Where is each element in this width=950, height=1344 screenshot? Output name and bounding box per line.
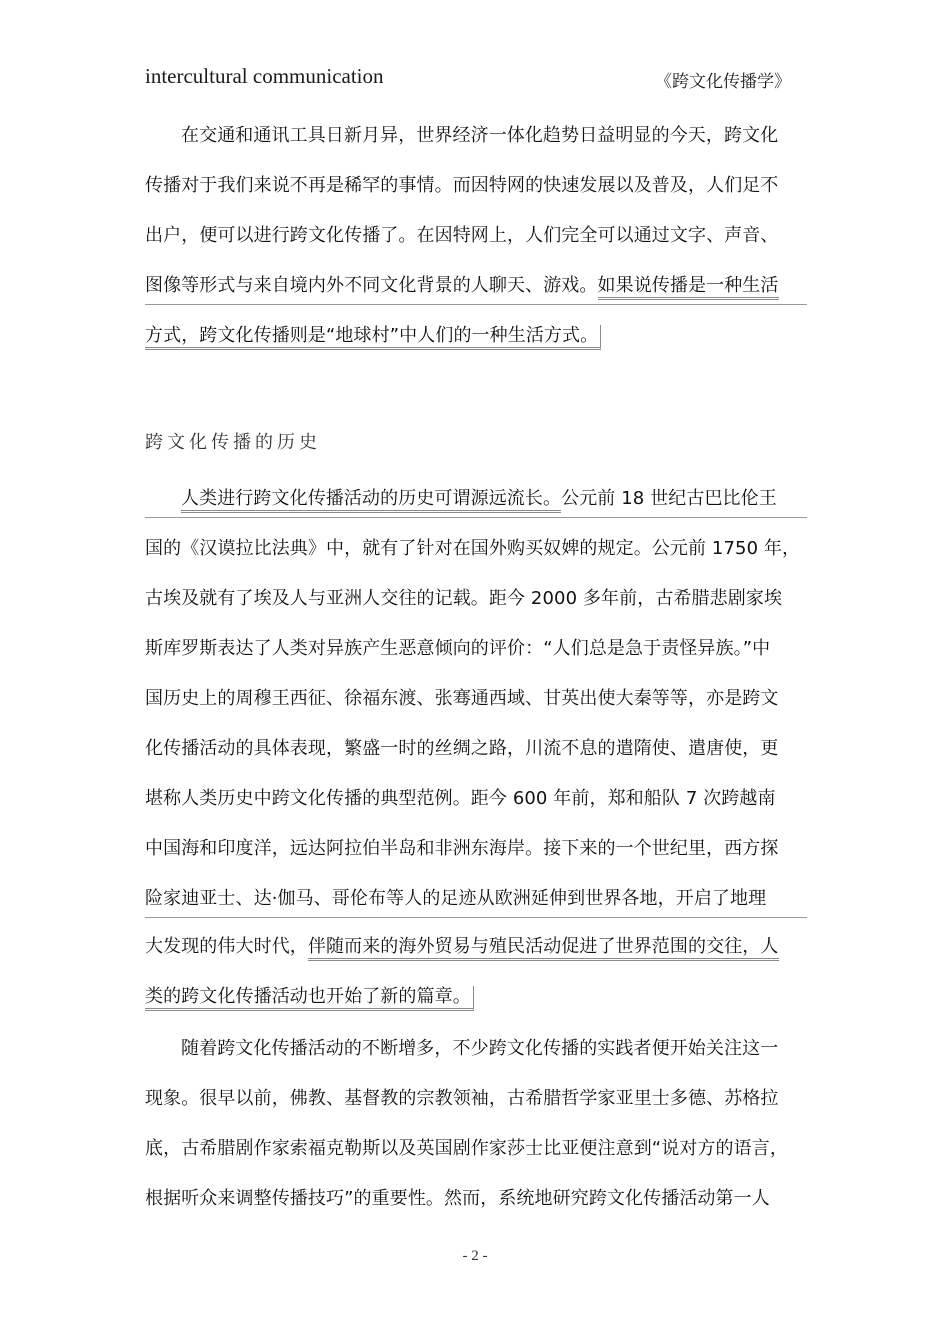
- paragraph-3-line-4: 根据听众来调整传播技巧”的重要性。然而，系统地研究跨文化传播活动第一人: [145, 1188, 770, 1209]
- paragraph-3-line-3: 底，古希腊剧作家索福克勒斯以及英国剧作家莎士比亚便注意到“说对方的语言，: [145, 1138, 788, 1159]
- paragraph-2-line-10: [145, 935, 779, 959]
- paragraph-2-highlight-2: 伴随而来的海外贸易与殖民活动促进了世界范围的交往，人: [308, 936, 779, 961]
- paragraph-2-line-11: [145, 985, 474, 1009]
- paragraph-2-line-1: [181, 487, 777, 511]
- paragraph-2-line-8: 中国海和印度洋，远达阿拉伯半岛和非洲东海岸。接下来的一个世纪里，西方探: [145, 838, 779, 859]
- paragraph-1-line-5: [145, 324, 601, 348]
- paragraph-2-line-1-text: 公元前 18 世纪古巴比伦王: [561, 488, 777, 509]
- paragraph-3-line-1: 随着跨文化传播活动的不断增多，不少跨文化传播的实践者便开始关注这一: [181, 1038, 779, 1059]
- paragraph-2-rule-2: [145, 917, 807, 918]
- paragraph-2-highlight-end: 类的跨文化传播活动也开始了新的篇章。: [145, 986, 474, 1011]
- paragraph-1-line-4: [145, 274, 779, 298]
- header-book-title: 《跨文化传播学》: [655, 72, 791, 92]
- paragraph-2-line-4: 斯库罗斯表达了人类对异族产生恶意倾向的评价：“人们总是急于责怪异族。”中: [145, 638, 771, 659]
- paragraph-2-line-9: 险家迪亚士、达·伽马、哥伦布等人的足迹从欧洲延伸到世界各地，开启了地理: [145, 888, 767, 909]
- paragraph-2-line-5: 国历史上的周穆王西征、徐福东渡、张骞通西域、甘英出使大秦等等，亦是跨文: [145, 688, 779, 709]
- paragraph-1-line-1: 在交通和通讯工具日新月异，世界经济一体化趋势日益明显的今天，跨文化: [181, 125, 779, 146]
- header-english-title: intercultural communication: [145, 64, 384, 88]
- paragraph-2-rule-1: [145, 517, 807, 518]
- paragraph-2-line-6: 化传播活动的具体表现，繁盛一时的丝绸之路，川流不息的遣隋使、遣唐使，更: [145, 738, 779, 759]
- paragraph-1-line-2: 传播对于我们来说不再是稀罕的事情。而因特网的快速发展以及普及，人们足不: [145, 175, 779, 196]
- paragraph-1-highlight-end: 方式，跨文化传播则是“地球村”中人们的一种生活方式。: [145, 325, 601, 350]
- page-number: - 2 -: [462, 1248, 488, 1264]
- paragraph-1-highlight-start: 如果说传播是一种生活: [598, 275, 779, 300]
- paragraph-1-rule: [145, 304, 807, 305]
- paragraph-2-line-3: 古埃及就有了埃及人与亚洲人交往的记载。距今 2000 多年前，古希腊悲剧家埃: [145, 588, 783, 609]
- section-title: 跨文化传播的历史: [145, 432, 321, 453]
- paragraph-1-line-3: 出户，便可以进行跨文化传播了。在因特网上，人们完全可以通过文字、声音、: [145, 225, 779, 246]
- paragraph-2-line-7: 堪称人类历史中跨文化传播的典型范例。距今 600 年前，郑和船队 7 次跨越南: [145, 788, 776, 809]
- paragraph-1-line-4-text: 图像等形式与来自境内外不同文化背景的人聊天、游戏。: [145, 275, 598, 296]
- paragraph-2-line-10-text: 大发现的伟大时代，: [145, 936, 308, 957]
- paragraph-2-highlight-1: 人类进行跨文化传播活动的历史可谓源远流长。: [181, 488, 561, 513]
- paragraph-2-line-2: 国的《汉谟拉比法典》中，就有了针对在国外购买奴婢的规定。公元前 1750 年，: [145, 538, 801, 559]
- paragraph-3-line-2: 现象。很早以前，佛教、基督教的宗教领袖，古希腊哲学家亚里士多德、苏格拉: [145, 1088, 779, 1109]
